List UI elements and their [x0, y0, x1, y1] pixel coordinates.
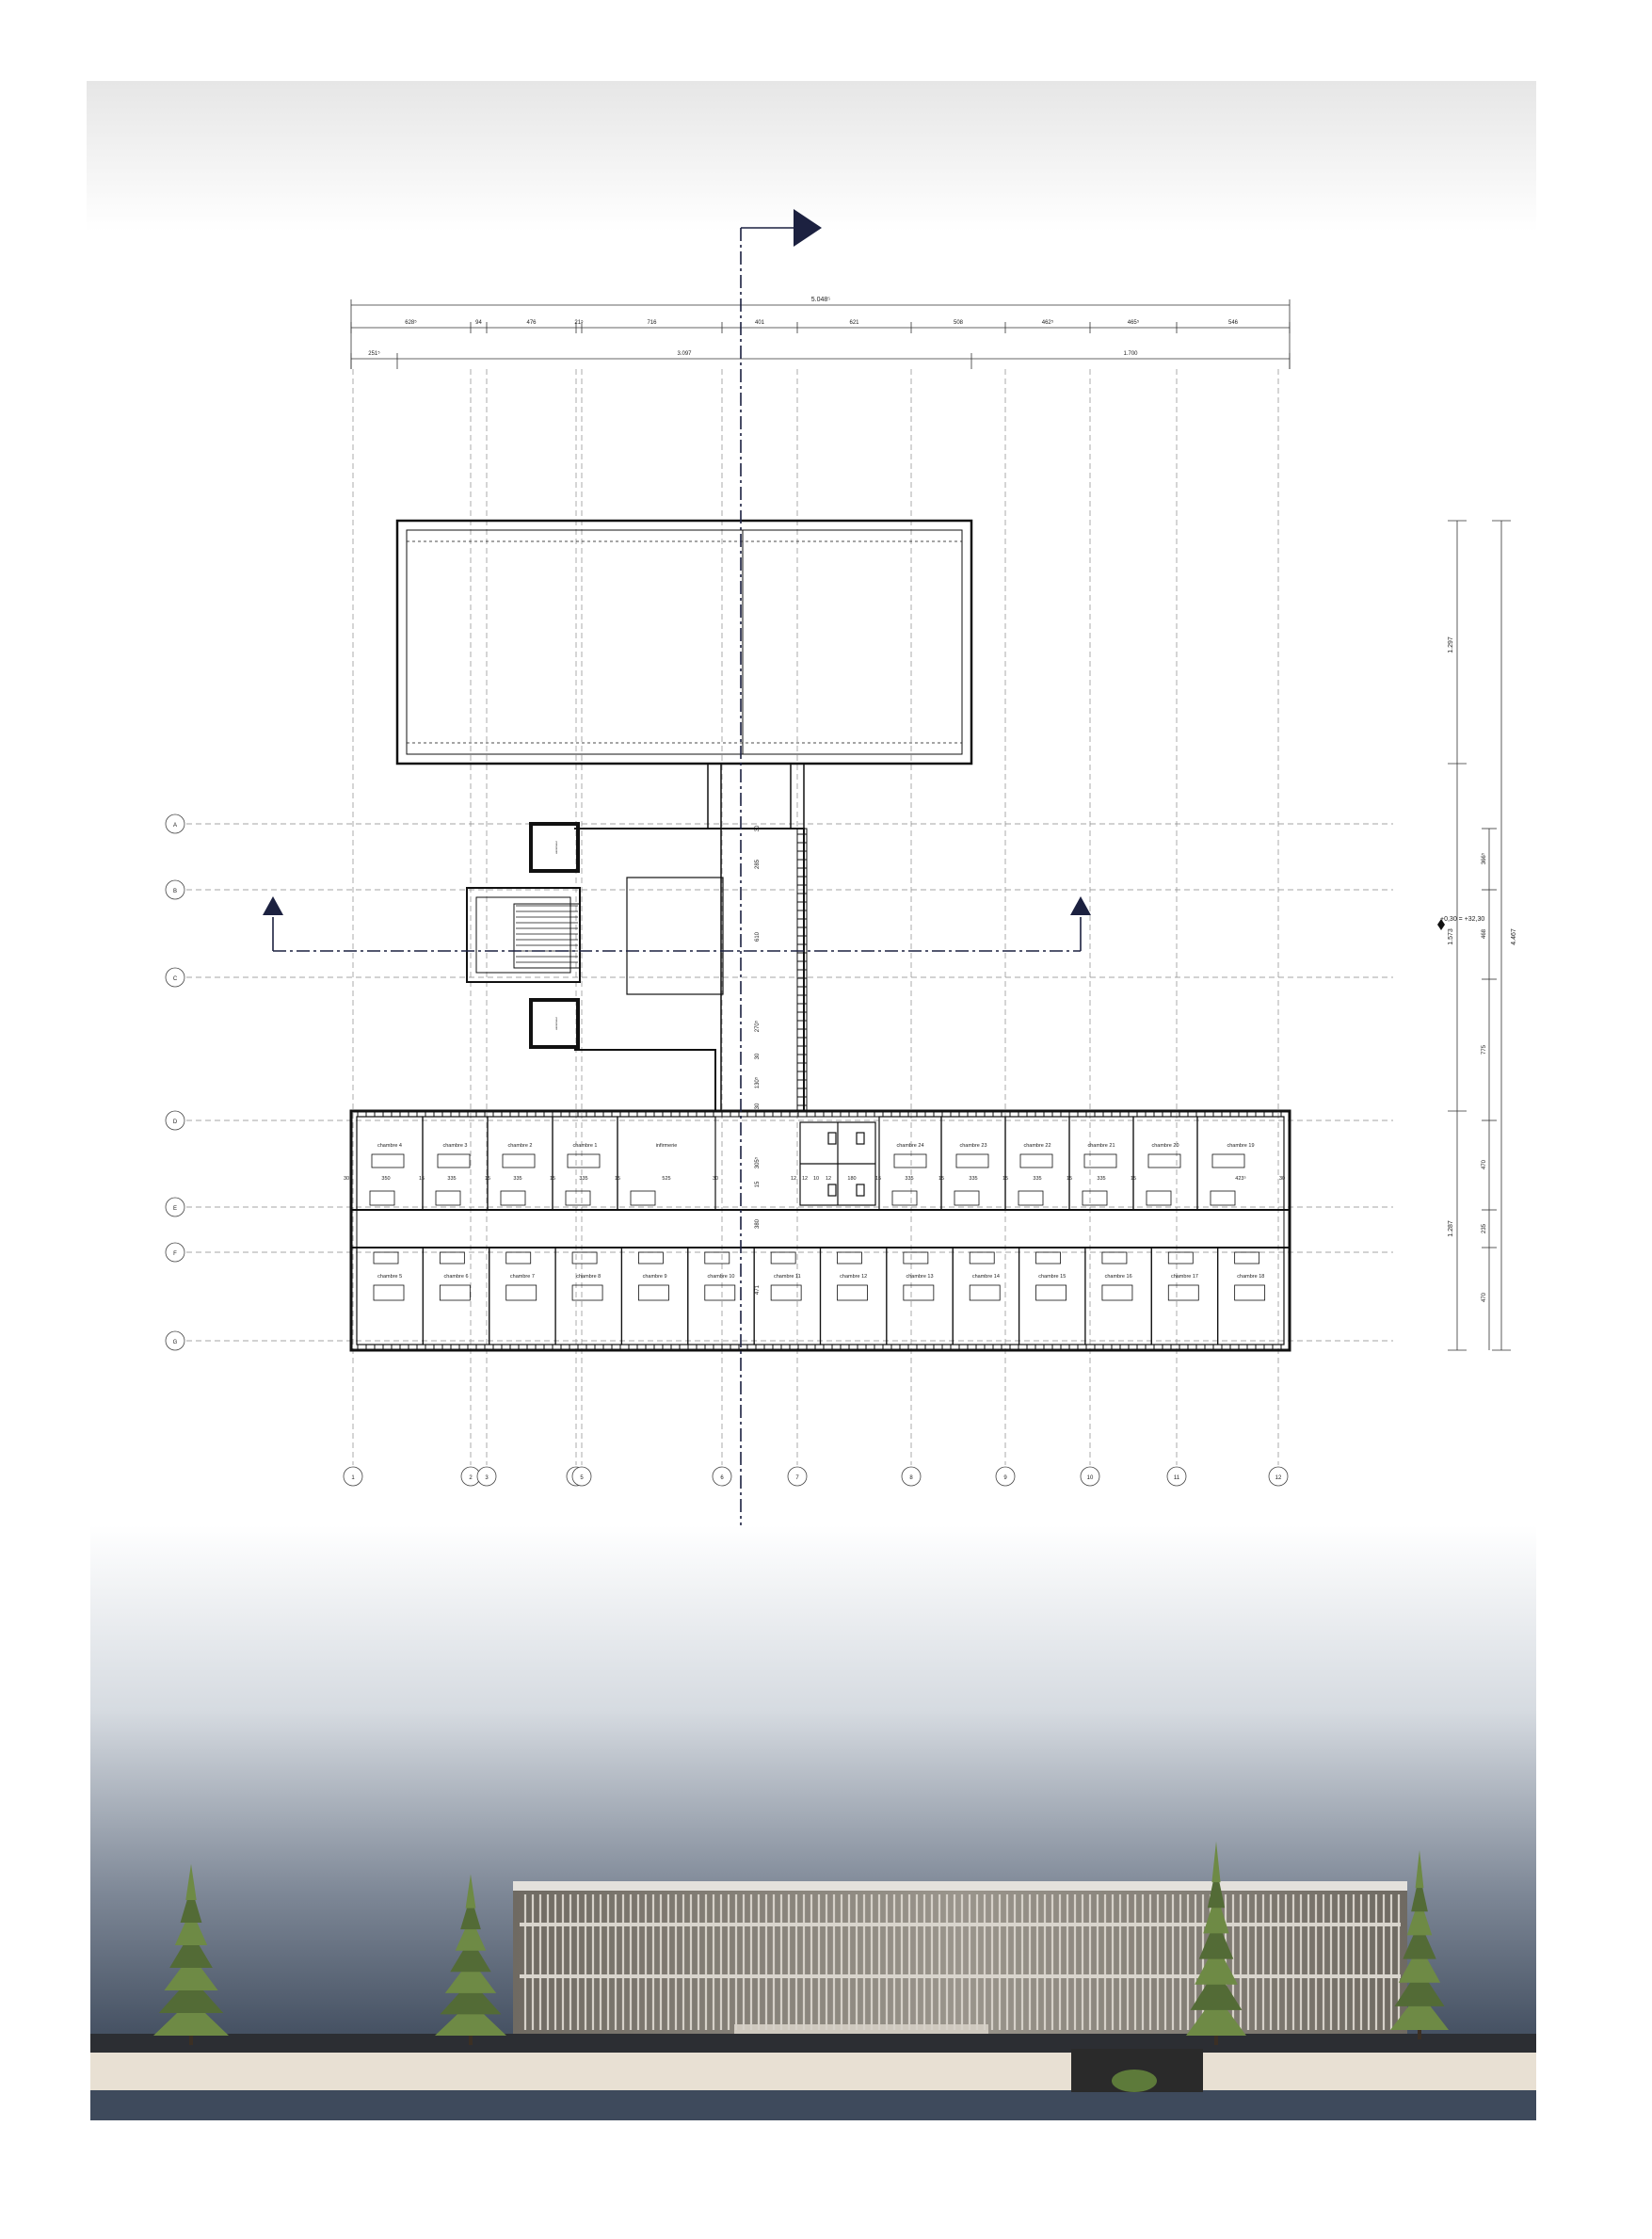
facade-perforations: [358, 1111, 1281, 1350]
room: [423, 1117, 491, 1210]
bed: [374, 1285, 404, 1300]
room-width: 15: [938, 1176, 945, 1182]
room-label: chambre 4: [377, 1143, 402, 1149]
section-arrow-icon: [263, 896, 283, 915]
room: [1085, 1248, 1151, 1345]
room-label: chambre 22: [1023, 1143, 1051, 1149]
north-west-room-widths: [344, 1176, 718, 1182]
building-roof: [513, 1881, 1407, 1891]
bed: [372, 1154, 404, 1168]
wardrobe: [374, 1252, 398, 1264]
room-width: 180: [847, 1176, 857, 1182]
room: [488, 1117, 556, 1210]
perforated-wall: [797, 834, 807, 1105]
room-width: 12: [825, 1176, 832, 1182]
grid-bubble-label: 6: [720, 1475, 724, 1481]
room-label: chambre 21: [1087, 1143, 1115, 1149]
bed: [1102, 1285, 1132, 1300]
corridor-vertical-dimensions: [754, 825, 761, 1295]
room: [1218, 1248, 1284, 1345]
entry-shrub: [1112, 2070, 1157, 2092]
grid-bubble-label: 3: [485, 1475, 489, 1481]
dimension-ticks: [351, 322, 1290, 369]
wardrobe: [1147, 1191, 1171, 1205]
room: [489, 1248, 555, 1345]
right-part-dimension: 1.297: [1448, 636, 1454, 653]
room: [688, 1248, 754, 1345]
grid-bubble-label: 12: [1275, 1475, 1282, 1481]
bed: [1235, 1285, 1265, 1300]
right-dimensions: [1448, 521, 1511, 1350]
wardrobe: [705, 1252, 730, 1264]
upper-hall: [397, 521, 971, 764]
room-width: 15: [1066, 1176, 1073, 1182]
subtotal-dimension: 1.700: [1123, 351, 1138, 357]
bed: [1212, 1154, 1244, 1168]
room-label: chambre 8: [576, 1274, 601, 1280]
bed: [503, 1154, 535, 1168]
room: [821, 1248, 887, 1345]
room-label: chambre 7: [509, 1274, 535, 1280]
room-label: chambre 16: [1104, 1274, 1132, 1280]
room-width: 12: [801, 1176, 809, 1182]
room-width: 335: [1033, 1176, 1042, 1182]
bed: [1084, 1154, 1116, 1168]
room-width: 335: [905, 1176, 914, 1182]
room-width: 15: [1130, 1176, 1137, 1182]
room-label: chambre 2: [507, 1143, 533, 1149]
room-label: chambre 10: [707, 1274, 735, 1280]
elevator-top: [531, 824, 578, 871]
segment-dimension: 716: [647, 320, 657, 326]
wardrobe: [440, 1252, 464, 1264]
wardrobe: [1036, 1252, 1061, 1264]
room-label: chambre 13: [906, 1274, 934, 1280]
room-label: chambre 12: [840, 1274, 868, 1280]
minor-dimension: 366⁵: [1482, 852, 1487, 865]
corridor-dimension: 610: [755, 931, 761, 942]
corridor-dimension: 380: [755, 1218, 761, 1230]
section-line-vertical: [741, 228, 795, 1650]
segment-dimension: 546: [1227, 320, 1239, 326]
room-width: 15: [1002, 1176, 1009, 1182]
grid-bubble-label: 1: [351, 1475, 355, 1481]
bed: [1168, 1285, 1198, 1300]
wardrobe: [838, 1252, 862, 1264]
grid-bubble-label: 9: [1003, 1475, 1007, 1481]
bed: [638, 1285, 668, 1300]
sanitary-block: [800, 1122, 875, 1205]
grid-bubble-label: C: [172, 976, 178, 982]
grid-bubble-label: 5: [580, 1475, 584, 1481]
subtotal-dimension: 3.097: [677, 351, 692, 357]
bed: [440, 1285, 470, 1300]
grid-bubble-label: A: [172, 823, 178, 829]
wardrobe: [970, 1252, 994, 1264]
bed: [1148, 1154, 1180, 1168]
room-label: chambre 6: [443, 1274, 469, 1280]
room: [621, 1248, 687, 1345]
room-width: 525: [662, 1176, 671, 1182]
wardrobe: [1211, 1191, 1235, 1205]
room-label: chambre 1: [572, 1143, 598, 1149]
grid-bubble-label: 10: [1086, 1475, 1094, 1481]
north-east-room-widths: [791, 1175, 1285, 1182]
room-width: 335: [1097, 1176, 1106, 1182]
bed: [506, 1285, 537, 1300]
room: [953, 1248, 1018, 1345]
section-line-horizontal: [273, 917, 1081, 951]
room: [941, 1117, 1005, 1210]
wardrobe: [436, 1191, 460, 1205]
wardrobe: [370, 1191, 394, 1205]
wardrobe: [501, 1191, 525, 1205]
room-width: 335: [969, 1176, 978, 1182]
level-text: +0,30 = +32,30: [1440, 916, 1485, 923]
wardrobe: [1168, 1252, 1193, 1264]
ground-band: [90, 2053, 1536, 2090]
room: [1151, 1248, 1217, 1345]
minor-dimension: 470: [1482, 1292, 1487, 1303]
room-width: 30: [1278, 1176, 1286, 1182]
room-width: 335: [447, 1176, 457, 1182]
wardrobe: [506, 1252, 531, 1264]
bed: [904, 1285, 934, 1300]
segment-dimension: 94: [475, 320, 482, 326]
elevator-label: ascenseur: [554, 1017, 558, 1030]
wardrobe: [1235, 1252, 1259, 1264]
wardrobe: [1083, 1191, 1107, 1205]
elevator-bottom: [531, 1000, 578, 1047]
right-part-dimension: 1.287: [1448, 1220, 1454, 1237]
corridor-dimension: 15: [755, 1181, 761, 1188]
wardrobe: [954, 1191, 979, 1205]
subtotal-dimension-labels: [368, 350, 1138, 357]
room-width: 15: [614, 1176, 621, 1182]
room: [555, 1248, 621, 1345]
water-base: [90, 2090, 1536, 2120]
elevator-label: ascenseur: [554, 841, 558, 854]
bed: [568, 1154, 600, 1168]
room: [423, 1248, 489, 1345]
wardrobe: [1018, 1191, 1043, 1205]
room-width: 335: [513, 1176, 522, 1182]
segment-dimension: 628⁵: [405, 320, 417, 326]
vertical-grid-lines: [353, 369, 1278, 1465]
room-width: 15: [484, 1176, 491, 1182]
room-width: 30: [343, 1176, 350, 1182]
grid-bubble-label: G: [172, 1340, 178, 1345]
room: [1005, 1117, 1069, 1210]
bed: [572, 1285, 602, 1300]
stair-tower: [467, 888, 580, 982]
room-label: infirmerie: [655, 1143, 678, 1149]
room-label: chambre 11: [774, 1274, 801, 1280]
room-label: chambre 15: [1038, 1274, 1067, 1280]
grid-bubble-label: 8: [909, 1475, 913, 1481]
room-width: 12: [790, 1176, 797, 1182]
segment-dimension: 401: [754, 320, 765, 326]
minor-dimension: 470: [1482, 1159, 1487, 1170]
right-part-dimension: 1.573: [1448, 928, 1454, 945]
bed: [1020, 1154, 1052, 1168]
corridor-dimension: 305⁵: [755, 1156, 761, 1169]
room: [614, 1117, 715, 1210]
wardrobe: [631, 1191, 655, 1205]
room-width: 15: [549, 1176, 556, 1182]
room-label: chambre 17: [1170, 1274, 1198, 1280]
corridor-dimension: 30: [755, 1053, 761, 1060]
wardrobe: [904, 1252, 928, 1264]
room: [553, 1117, 617, 1210]
room-label: chambre 23: [959, 1143, 987, 1149]
room: [1130, 1117, 1197, 1210]
segment-dimension: 465⁵: [1127, 320, 1140, 326]
room-label: chambre 3: [442, 1143, 468, 1149]
room: [879, 1117, 941, 1210]
grid-bubble-label: 11: [1173, 1475, 1180, 1481]
room-label: chambre 19: [1227, 1143, 1255, 1149]
segment-dimension: 621: [849, 320, 859, 326]
wardrobe: [892, 1191, 917, 1205]
corridor-dimension: 30: [755, 1103, 761, 1110]
bed: [1036, 1285, 1067, 1300]
room-label: chambre 5: [377, 1274, 403, 1280]
room: [1066, 1117, 1133, 1210]
room: [754, 1248, 820, 1345]
overall-dimension: 5.048⁵: [810, 297, 831, 303]
corridor-dimension: 285: [755, 859, 761, 870]
room-label: chambre 24: [896, 1143, 924, 1149]
room-width: 335: [579, 1176, 588, 1182]
room: [357, 1117, 423, 1210]
top-dimensions: [351, 299, 1290, 369]
central-core: [574, 829, 807, 1111]
bed: [956, 1154, 988, 1168]
room-label: chambre 20: [1151, 1143, 1179, 1149]
bed: [705, 1285, 735, 1300]
segment-dimension: 508: [953, 320, 964, 326]
floor-plan: [166, 209, 1517, 1668]
room-label: chambre 9: [642, 1274, 667, 1280]
building-body: [513, 1891, 1407, 2034]
corridor-dimension: 471: [755, 1284, 761, 1296]
bed: [970, 1285, 1000, 1300]
room-width: 30: [712, 1176, 719, 1182]
grid-bubble-label: 2: [469, 1475, 473, 1481]
minor-dimension: 468: [1482, 928, 1487, 940]
wardrobe: [771, 1252, 795, 1264]
bed: [438, 1154, 470, 1168]
minor-dimension: 775: [1482, 1044, 1487, 1055]
section-arrow-icon: [1070, 896, 1091, 915]
room-width: 10: [812, 1176, 820, 1182]
south-rooms: [357, 1248, 1284, 1345]
corridor-dimension: 130⁵: [755, 1076, 761, 1089]
subtotal-dimension: 251⁵: [368, 351, 380, 357]
right-overall-dimension: 4.467: [1511, 928, 1517, 945]
entry-canopy: [734, 2024, 988, 2034]
elevation: [90, 1525, 1536, 2120]
wardrobe: [638, 1252, 663, 1264]
room-width: 15: [874, 1176, 882, 1182]
room-width: 350: [381, 1176, 391, 1182]
segment-dimension: 21⁵: [574, 320, 584, 326]
wardrobe: [566, 1191, 590, 1205]
segment-dimension: 476: [526, 320, 537, 326]
bed: [838, 1285, 868, 1300]
grid-bubble-label: B: [172, 889, 178, 894]
top-shade-band: [87, 81, 1536, 232]
minor-dimension: 235: [1482, 1223, 1487, 1234]
row-grid-bubbles: [166, 814, 184, 1350]
bed: [894, 1154, 926, 1168]
column-grid-bubbles: [344, 1467, 1288, 1486]
segment-dimension: 462⁵: [1041, 320, 1054, 326]
grid-bubble-label: E: [172, 1206, 178, 1212]
bed: [771, 1285, 801, 1300]
room: [1019, 1248, 1085, 1345]
grid-bubble-label: 7: [795, 1475, 799, 1481]
room-width: 423⁵: [1235, 1176, 1246, 1182]
room: [887, 1248, 953, 1345]
room-width: 15: [418, 1176, 425, 1182]
grid-bubble-label: D: [172, 1120, 178, 1125]
wardrobe: [1102, 1252, 1127, 1264]
stair-treads: [516, 906, 578, 962]
corridor-dimension: 30: [755, 825, 761, 832]
room-label: chambre 14: [971, 1274, 1000, 1280]
grid-bubble-label: F: [173, 1251, 177, 1257]
corridor-dimension: 270⁵: [755, 1020, 761, 1033]
segment-dimension-labels: [405, 319, 1238, 326]
room-label: chambre 18: [1237, 1274, 1265, 1280]
room: [357, 1248, 423, 1345]
